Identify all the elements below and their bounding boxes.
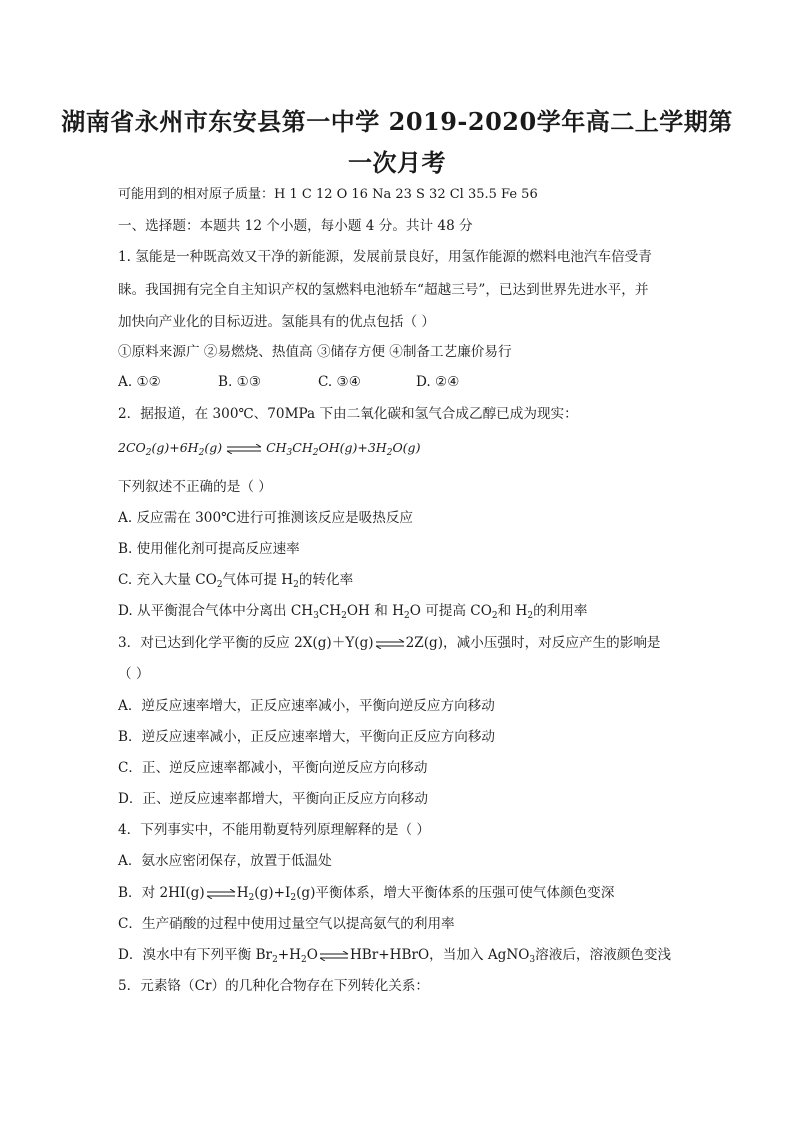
text: O (306, 947, 318, 963)
q3-stem (118, 634, 688, 652)
q1-stem-line3: 加快向产业化的目标迈进。氢能具有的优点包括（ ） (118, 314, 435, 330)
text: H (236, 885, 249, 901)
equilibrium-arrow-icon (226, 444, 262, 454)
eq-sub: 3 (286, 448, 293, 458)
eq-text: OH(g)+3H (318, 440, 387, 455)
eq-text: 2CO (118, 440, 146, 455)
q1-option-c: C. ③④ (318, 374, 361, 390)
q5-stem: 5．元素铬（Cr）的几种化合物存在下列转化关系： (118, 978, 430, 994)
q2-question: 下列叙述不正确的是（ ） (118, 479, 272, 495)
equilibrium-arrow-icon (319, 951, 349, 961)
sub: 2 (290, 893, 297, 903)
text: 3．对已达到化学平衡的反应 2X(g)＋Y(g) (118, 635, 374, 651)
sub: 2 (404, 611, 410, 621)
text: O 可提高 CO (409, 603, 492, 619)
page-title-line2: 一次月考 (348, 148, 446, 177)
text: 气体可提 H (222, 572, 294, 588)
q3-option-b: B．逆反应速率减小，正反应速率增大，平衡向正反应方向移动 (118, 729, 496, 745)
q3-option-a: A．逆反应速率增大，正反应速率减小，平衡向逆反应方向移动 (118, 698, 495, 714)
text: C. 充入大量 CO (118, 572, 217, 588)
page-title-line1: 湖南省永州市东安县第一中学 2019-2020学年高二上学期第 (61, 107, 733, 136)
text: D. 从平衡混合气体中分离出 CH (118, 603, 314, 619)
text: B．对 2HI(g) (118, 885, 205, 901)
sub: 3 (313, 611, 319, 621)
sub: 2 (341, 611, 347, 621)
eq-sub: 2 (312, 448, 319, 458)
q2-option-a: A. 反应需在 300℃进行可推测该反应是吸热反应 (118, 510, 414, 526)
q1-option-b: B. ①③ (218, 374, 262, 390)
q1-items: ①原料来源广 ②易燃烧、热值高 ③储存方便 ④制备工艺廉价易行 (118, 344, 512, 360)
text: D．溴水中有下列平衡 Br (118, 947, 273, 963)
q2-stem: 2．据报道，在 300℃、70MPa 下由二氧化碳和氢气合成乙醇已成为现实： (118, 406, 578, 422)
q1-stem-line1: 1. 氢能是一种既高效又干净的新能源，发展前景良好，用氢作能源的燃料电池汽车倍受青 (118, 249, 652, 265)
q2-option-c (118, 571, 688, 589)
eq-text: (g)+6H (151, 440, 199, 455)
eq-sub: 2 (145, 448, 152, 458)
eq-sub: 2 (386, 448, 393, 458)
text: 的转化率 (298, 572, 354, 588)
text: HBr+HBrO，当加入 AgNO (349, 947, 530, 963)
text: 和 H (497, 603, 528, 619)
q4-stem: 4．下列事实中，不能用勒夏特列原理解释的是（ ） (118, 822, 431, 838)
text: 的利用率 (533, 603, 588, 619)
sub: 3 (529, 955, 536, 965)
q4-option-c: C．生产硝酸的过程中使用过量空气以提高氨气的利用率 (118, 916, 455, 932)
sub: 2 (216, 580, 223, 590)
atomic-masses: 可能用到的相对原子质量：H 1 C 12 O 16 Na 23 S 32 Cl 35.5 Fe 56 (118, 187, 538, 202)
q4-option-b (118, 884, 688, 902)
text: 2Z(g)，减小压强时，对反应产生的影响是 (405, 635, 661, 651)
q1-option-a: A. ①② (118, 374, 161, 390)
q1-option-d: D. ②④ (416, 374, 460, 390)
sub: 2 (293, 580, 299, 590)
sub: 2 (248, 893, 255, 903)
sub: 2 (527, 611, 534, 621)
q2-equation (118, 440, 421, 458)
q4-option-d (118, 946, 688, 964)
text: (g)+I (254, 885, 291, 901)
q3-option-d: D．正、逆反应速率都增大，平衡向正反应方向移动 (118, 791, 428, 807)
sub: 2 (272, 955, 278, 965)
q2-option-b: B. 使用催化剂可提高反应速率 (118, 541, 300, 557)
sub: 2 (301, 955, 307, 965)
text: +H (277, 947, 302, 963)
q2-option-d (118, 602, 688, 620)
eq-text: O(g) (392, 440, 421, 455)
q3-paren: （ ） (118, 666, 150, 682)
sub: 2 (491, 611, 498, 621)
section-heading: 一、选择题：本题共 12 个小题，每小题 4 分。共计 48 分 (118, 218, 473, 234)
text: CH (318, 603, 342, 619)
equilibrium-arrow-icon (375, 639, 405, 649)
eq-sub: 2 (198, 448, 205, 458)
eq-text: (g) (204, 440, 223, 455)
eq-text: CH (292, 440, 313, 455)
q4-option-a: A．氨水应密闭保存，放置于低温处 (118, 853, 332, 869)
text: OH 和 H (346, 603, 404, 619)
q1-stem-line2: 睐。我国拥有完全自主知识产权的氢燃料电池轿车“超越三号”，已达到世界先进水平，并 (118, 282, 649, 298)
eq-text: CH (266, 440, 287, 455)
text: (g)平衡体系，增大平衡体系的压强可使气体颜色变深 (296, 885, 615, 901)
equilibrium-arrow-icon (206, 889, 236, 899)
q3-option-c: C．正、逆反应速率都减小，平衡向逆反应方向移动 (118, 760, 428, 776)
text: 溶液后，溶液颜色变浅 (535, 947, 672, 963)
